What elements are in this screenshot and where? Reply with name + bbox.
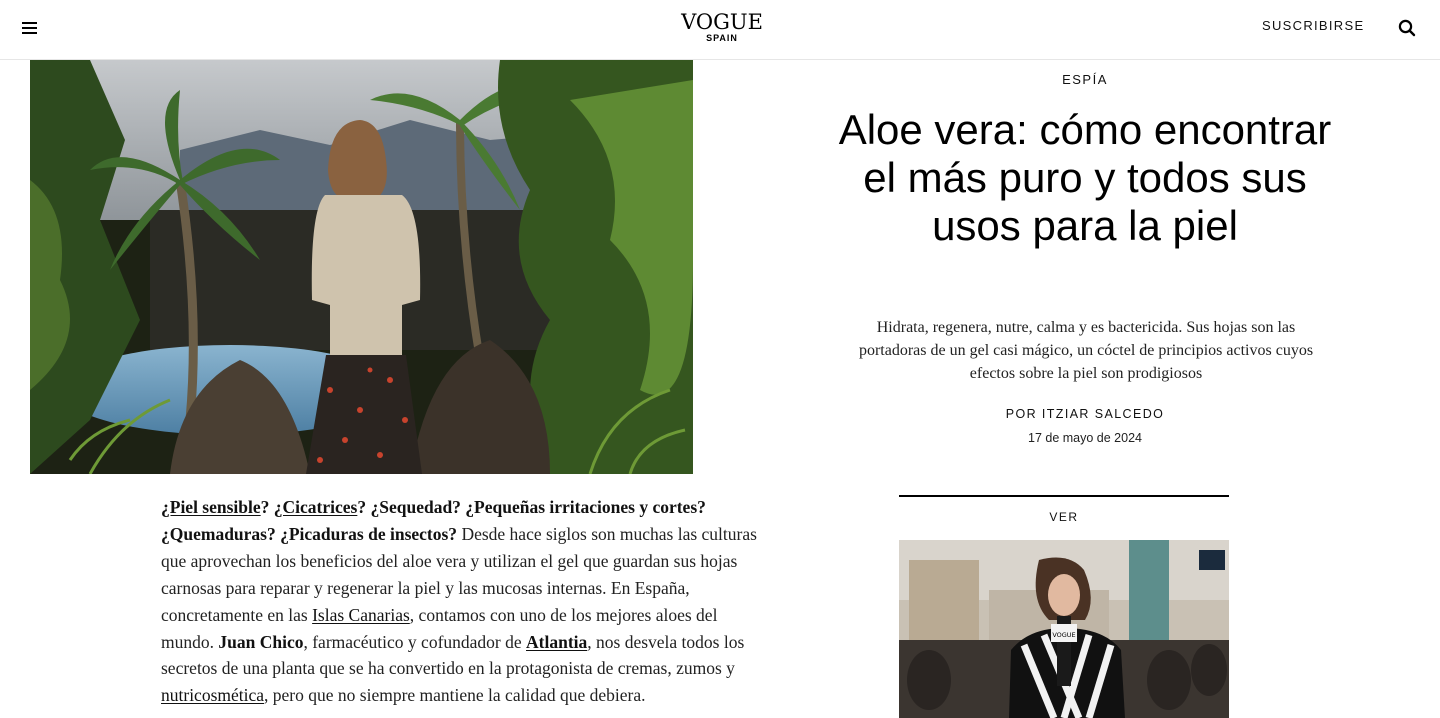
bold-juan-chico: Juan Chico [218,631,304,652]
q2-end: ? [357,497,371,517]
logo-sub-text: SPAIN [706,33,738,43]
subscribe-link[interactable]: SUSCRIBIRSE [1262,18,1365,33]
link-islas-canarias[interactable]: Islas Canarias [312,604,410,625]
bold-questions: ¿Sequedad? ¿Pequeñas irritaciones y cortes? ¿Quemaduras? ¿Picaduras de insectos? [161,497,706,544]
video-section-divider [899,495,1229,497]
link-atlantia[interactable]: Atlantia [526,631,588,652]
body-text-3: , farmacéutico y cofundador de [303,631,527,652]
video-section-label: VER [1049,510,1079,524]
menu-icon[interactable] [20,20,40,38]
video-thumbnail [899,540,1229,718]
article-rubric[interactable]: ESPÍA [1062,72,1108,87]
video-player[interactable] [899,540,1229,718]
body-text-1: Desde hace siglos son muchas las culturas que aprovechan los beneficios del aloe vera y utilizan el gel que guardan sus hojas carnosas para reparar y regenerar la piel y las mucosas internas. En España, concretamente en las [161,523,757,625]
article-byline[interactable]: POR ITZIAR SALCEDO [1005,407,1165,421]
mic-flag-text: VOGUE [1052,631,1076,639]
article-headline: Aloe vera: cómo encontrar el más puro y todos sus usos para la piel [838,106,1332,249]
body-text-2: , contamos con uno de los mejores aloes del mundo. [161,604,718,652]
body-text-5: , pero que no siempre mantiene la calidad que debiera. [264,685,646,706]
logo-main-text: VOGUE [681,10,763,34]
link-nutricosmetica[interactable]: nutricosmética [161,685,265,706]
article-body [161,494,767,709]
q1-end: ? [260,497,274,517]
link-piel-sensible[interactable]: ¿Piel sensible [161,497,261,517]
vogue-spain-logo[interactable] [672,12,772,43]
site-header [0,0,1440,60]
hero-illustration [30,60,693,474]
article-date: 17 de mayo de 2024 [1028,431,1142,445]
article-hero-image [30,60,693,474]
body-text-4: , nos desvela todos los secretos de una planta que se ha convertido en la protagonista de cremas, zumos y [161,631,745,679]
search-icon[interactable] [1397,18,1417,38]
link-cicatrices[interactable]: ¿Cicatrices [273,497,358,517]
article-dek: Hidrata, regenera, nutre, calma y es bactericida. Sus hojas son las portadoras de un gel casi mágico, un cóctel de principios activos cuyos efectos sobre la piel son prodigiosos [858,319,1314,382]
